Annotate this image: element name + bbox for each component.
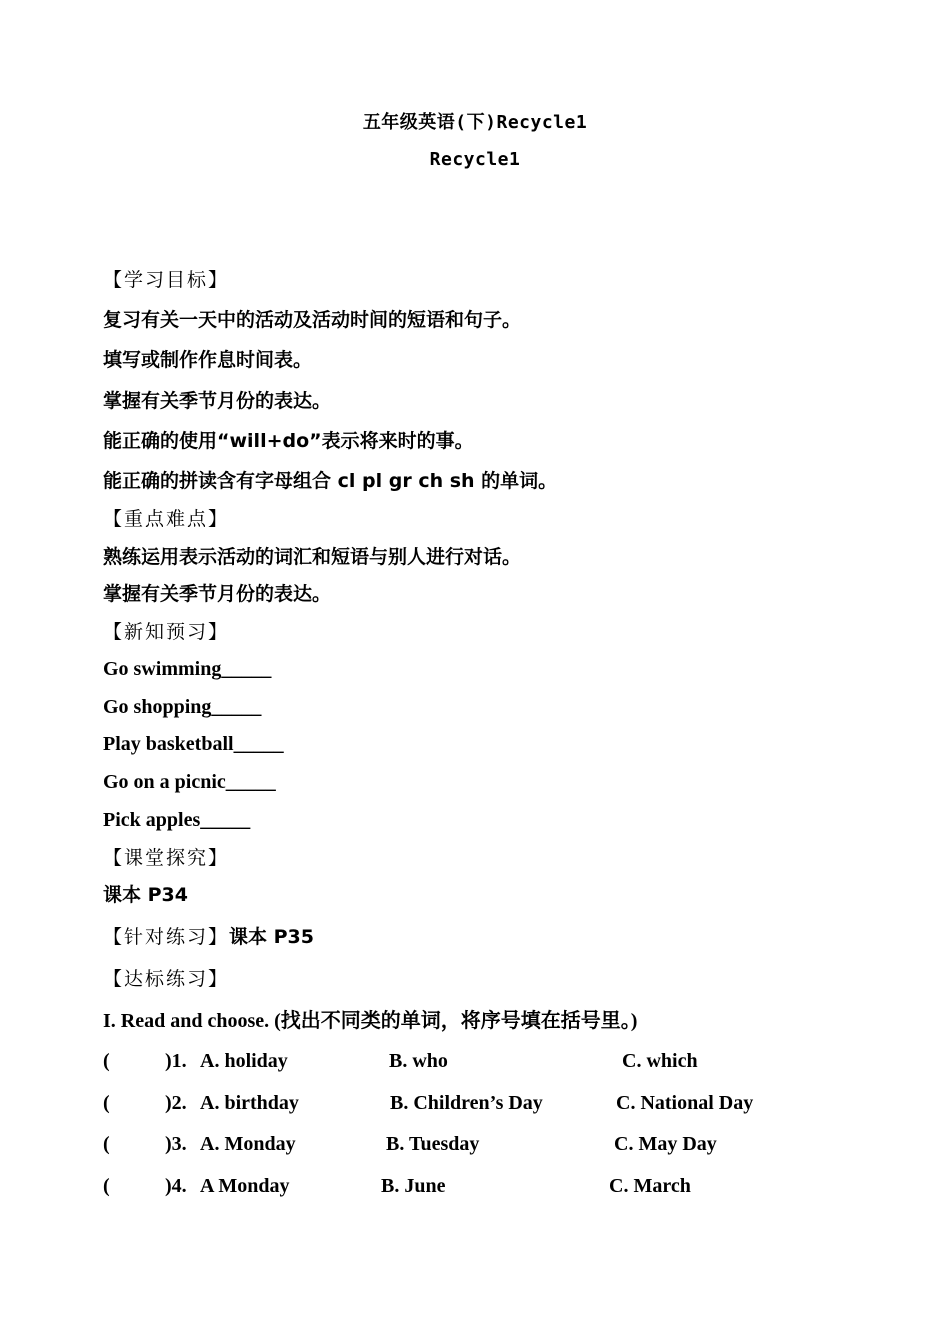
question-number: )4.: [165, 1175, 187, 1197]
answer-paren: (: [103, 1175, 110, 1197]
answer-paren: (: [103, 1050, 110, 1072]
option-c: C. March: [609, 1175, 691, 1197]
objective-item: 能正确的使用“will+do”表示将来时的事。: [103, 430, 474, 452]
exercise-row: [0, 1092, 950, 1118]
answer-paren: (: [103, 1133, 110, 1155]
option-a: A. Monday: [200, 1133, 296, 1155]
preview-item: Go on a picnic_____: [103, 771, 276, 793]
key-point-item: 熟练运用表示活动的词汇和短语与别人进行对话。: [103, 546, 522, 568]
option-b: B. Children’s Day: [390, 1092, 543, 1114]
preview-item: Go swimming_____: [103, 658, 272, 680]
explore-text: 课本 P34: [103, 884, 188, 906]
answer-paren: (: [103, 1092, 110, 1114]
question-number: )3.: [165, 1133, 187, 1155]
option-c: C. May Day: [614, 1133, 717, 1155]
option-b: B. who: [389, 1050, 448, 1072]
preview-item: Pick apples_____: [103, 809, 251, 831]
option-a: A Monday: [200, 1175, 290, 1197]
option-c: C. which: [622, 1050, 698, 1072]
objective-item: 能正确的拼读含有字母组合 cl pl gr ch sh 的单词。: [103, 470, 558, 492]
exercise-row: [0, 1133, 950, 1159]
preview-item: Play basketball_____: [103, 733, 284, 755]
page-title: 五年级英语(下)Recycle1: [362, 112, 588, 133]
exercise-instruction: I. Read and choose. (找出不同类的单词，将序号填在括号里。): [103, 1010, 638, 1032]
practice-line: [103, 925, 314, 949]
practice-heading: 【针对练习】: [103, 926, 230, 948]
preview-heading: 【新知预习】: [103, 621, 230, 643]
objective-item: 掌握有关季节月份的表达。: [103, 390, 332, 412]
option-c: C. National Day: [616, 1092, 754, 1114]
assessment-heading: 【达标练习】: [103, 968, 230, 990]
key-points-heading: 【重点难点】: [103, 508, 230, 530]
exercise-row: [0, 1050, 950, 1076]
question-number: )1.: [165, 1050, 187, 1072]
objectives-heading: 【学习目标】: [103, 269, 230, 291]
option-a: A. birthday: [200, 1092, 299, 1114]
key-point-item: 掌握有关季节月份的表达。: [103, 583, 332, 605]
explore-heading: 【课堂探究】: [103, 847, 230, 869]
page-subtitle: Recycle1: [429, 149, 521, 170]
option-b: B. June: [381, 1175, 446, 1197]
preview-item: Go shopping_____: [103, 696, 262, 718]
question-number: )2.: [165, 1092, 187, 1114]
exercise-row: [0, 1175, 950, 1201]
objective-item: 复习有关一天中的活动及活动时间的短语和句子。: [103, 309, 522, 331]
option-a: A. holiday: [200, 1050, 288, 1072]
objective-item: 填写或制作作息时间表。: [103, 349, 313, 371]
option-b: B. Tuesday: [386, 1133, 480, 1155]
practice-text: 课本 P35: [229, 926, 314, 948]
